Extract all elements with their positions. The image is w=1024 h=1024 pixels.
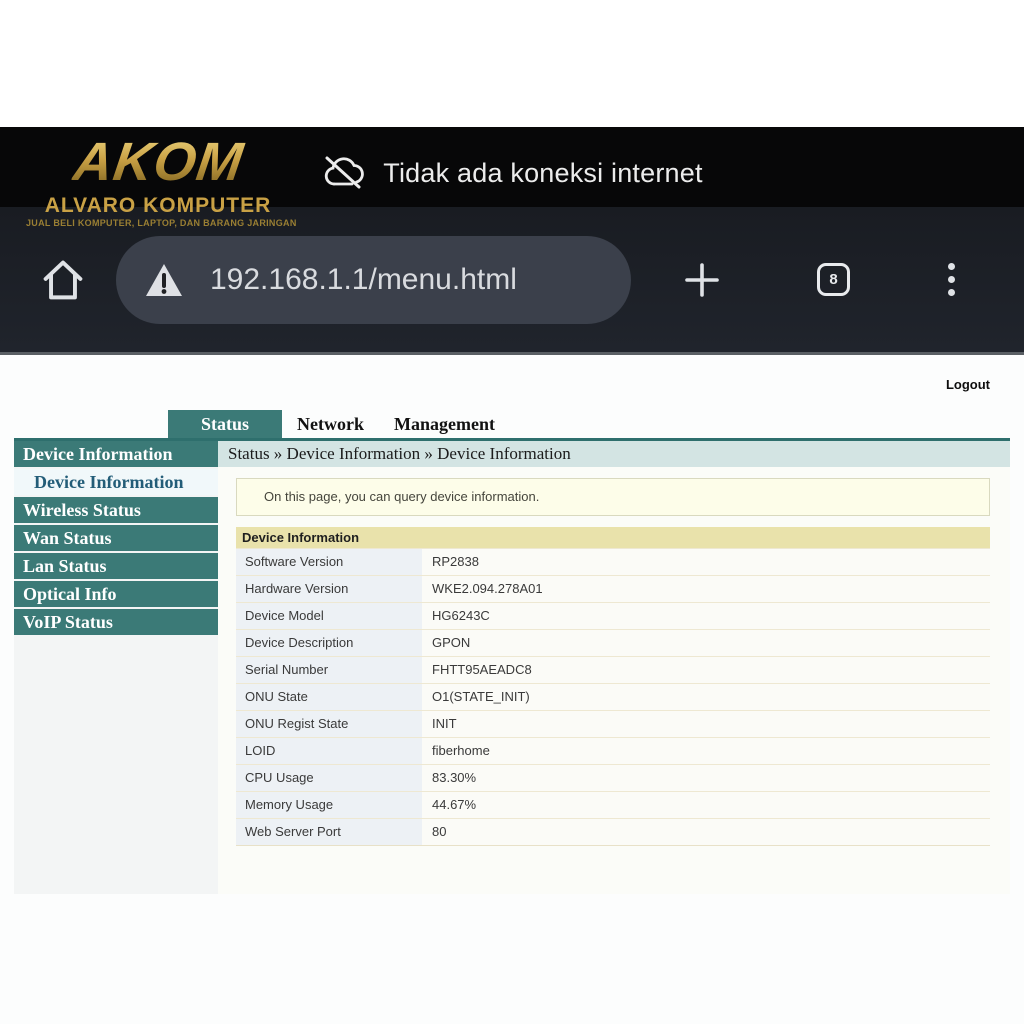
panel: [218, 467, 1010, 846]
row-value: HG6243C: [422, 603, 990, 629]
row-label: Serial Number: [236, 657, 422, 683]
browser-menu-button[interactable]: [948, 263, 955, 296]
logo-tagline: JUAL BELI KOMPUTER, LAPTOP, DAN BARANG JARINGAN: [26, 218, 297, 228]
row-value: 83.30%: [422, 765, 990, 791]
sidebar-item-lan-status[interactable]: Lan Status: [14, 553, 218, 579]
row-value: GPON: [422, 630, 990, 656]
table-title: Device Information: [236, 527, 990, 548]
sidebar-item-device-information[interactable]: Device Information: [14, 469, 218, 495]
row-value: INIT: [422, 711, 990, 737]
logo-brand-text: AKOM: [69, 132, 247, 192]
table-row: [236, 737, 990, 764]
row-value: 44.67%: [422, 792, 990, 818]
row-value: fiberhome: [422, 738, 990, 764]
logout-link[interactable]: Logout: [945, 377, 990, 392]
logo-company-name: ALVARO KOMPUTER: [44, 194, 272, 217]
browser-toolbar: [0, 207, 1024, 352]
row-label: ONU Regist State: [236, 711, 422, 737]
table-row: [236, 548, 990, 575]
address-bar[interactable]: [116, 236, 631, 324]
table-row: [236, 602, 990, 629]
kebab-dot: [948, 263, 955, 270]
table-body: [236, 548, 990, 845]
main-content: [218, 441, 1010, 894]
device-information-table: [236, 527, 990, 846]
sidebar-item-wireless-status[interactable]: Wireless Status: [14, 497, 218, 523]
sidebar-header-device-information[interactable]: Device Information: [14, 441, 218, 467]
sidebar-item-wan-status[interactable]: Wan Status: [14, 525, 218, 551]
tab-management[interactable]: Management: [393, 413, 495, 434]
not-secure-warning-icon[interactable]: [144, 262, 184, 298]
row-label: Device Description: [236, 630, 422, 656]
row-label: ONU State: [236, 684, 422, 710]
offline-banner-text: Tidak ada koneksi internet: [383, 157, 703, 188]
row-label: Memory Usage: [236, 792, 422, 818]
row-label: Software Version: [236, 549, 422, 575]
content-row: [14, 441, 1010, 894]
row-label: Web Server Port: [236, 819, 422, 845]
row-value: WKE2.094.278A01: [422, 576, 990, 602]
cloud-off-icon: [321, 155, 365, 191]
row-label: LOID: [236, 738, 422, 764]
sidebar-item-voip-status[interactable]: VoIP Status: [14, 609, 218, 635]
table-row: [236, 710, 990, 737]
kebab-dot: [948, 276, 955, 283]
sidebar-item-optical-info[interactable]: Optical Info: [14, 581, 218, 607]
tab-bar: [168, 410, 1010, 438]
info-notice: On this page, you can query device information.: [236, 478, 990, 516]
akom-logo: [26, 132, 297, 228]
row-value: O1(STATE_INIT): [422, 684, 990, 710]
table-row: [236, 818, 990, 845]
table-row: [236, 629, 990, 656]
row-value: FHTT95AEADC8: [422, 657, 990, 683]
table-row: [236, 683, 990, 710]
kebab-dot: [948, 289, 955, 296]
url-text[interactable]: 192.168.1.1/menu.html: [210, 262, 517, 296]
tab-switcher-button[interactable]: [817, 263, 850, 296]
router-admin-page: [0, 355, 1024, 1024]
browser-chrome: [0, 127, 1024, 352]
table-row: [236, 764, 990, 791]
table-row: [236, 575, 990, 602]
table-row: [236, 791, 990, 818]
row-label: CPU Usage: [236, 765, 422, 791]
tab-status[interactable]: Status: [168, 410, 282, 438]
row-label: Device Model: [236, 603, 422, 629]
sidebar: [14, 441, 218, 894]
new-tab-button[interactable]: [683, 261, 721, 299]
row-label: Hardware Version: [236, 576, 422, 602]
row-value: RP2838: [422, 549, 990, 575]
table-row: [236, 656, 990, 683]
row-value: 80: [422, 819, 990, 845]
home-button[interactable]: [38, 255, 88, 305]
breadcrumb: Status » Device Information » Device Information: [218, 441, 1010, 467]
tab-count: 8: [829, 271, 838, 288]
tab-network[interactable]: Network: [297, 413, 364, 434]
